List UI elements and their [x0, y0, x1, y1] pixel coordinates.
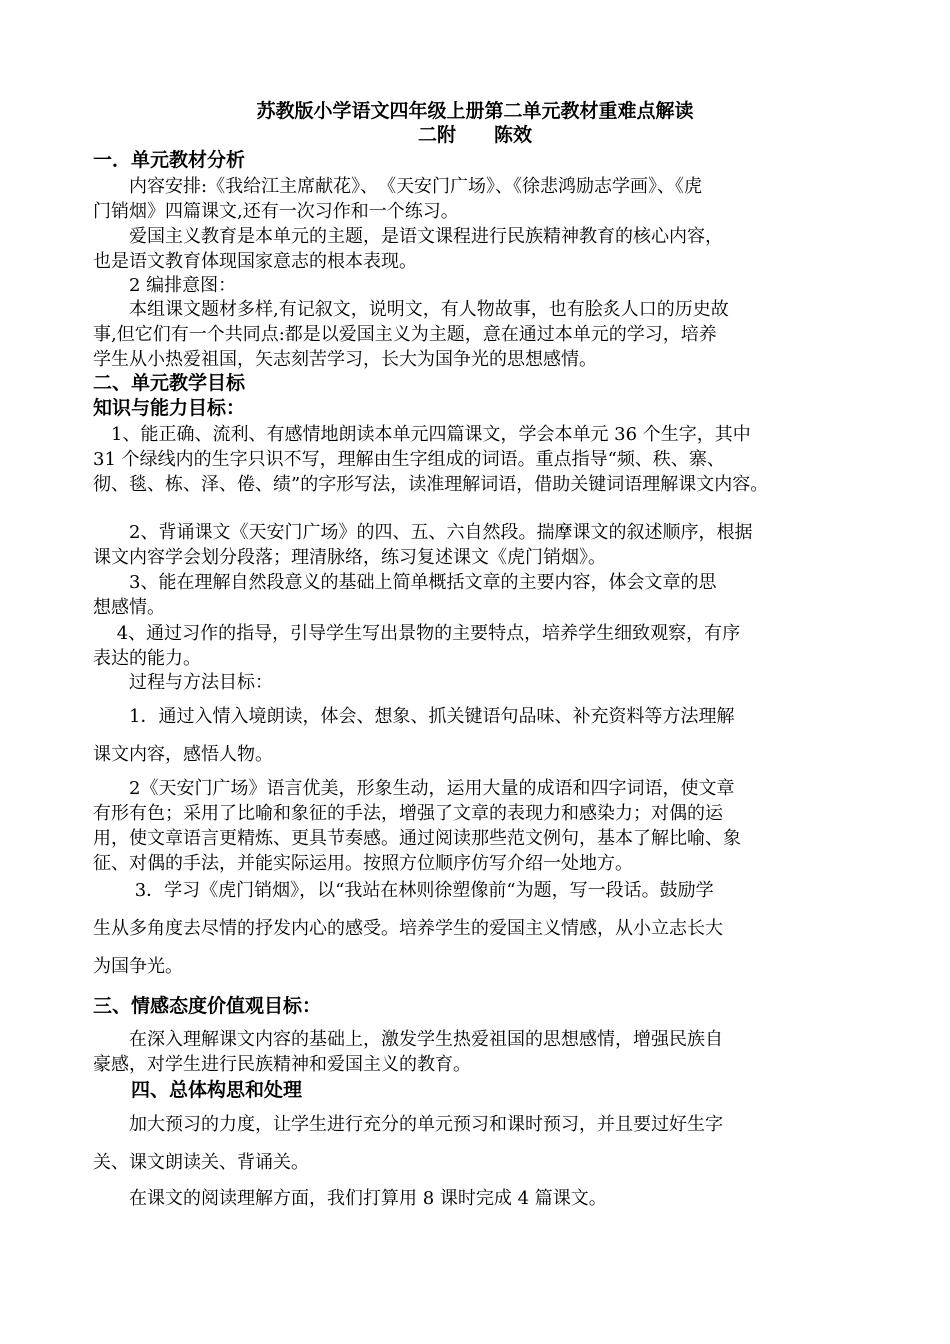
goal-item-1: 1、能正确、流利、有感情地朗读本单元四篇课文，学会本单元 36 个生字，其中 31 个绿线内的生字只识不写，理解由生字组成的词语。重点指导“频、秩、寨、 彻、毯、栋、泽、倦、绩”的字形写法，读准理解词语，借助关键词语理解课文内容。 — [93, 424, 769, 495]
goal-item-4: 4、通过习作的指导，引导学生写出景物的主要特点，培养学生细致观察，有序 表达的能力。 — [93, 623, 741, 669]
paragraph-intent: 本组课文题材多样,有记叙文，说明文，有人物故事，也有脍炙人口的历史故 事,但它们有一个共同点:都是以爱国主义为主题，意在通过本单元的学习，培养 学生从小热爱祖国，矢志刻苦学习，长大为国争光的思想感情。 — [93, 299, 729, 370]
paragraph-content-arrangement: 内容安排:《我给江主席献花》、 《天安门广场》、《徐悲鸿励志学画》、《虎 门销烟》四篇课文,还有一次习作和一个练习。 — [93, 176, 703, 222]
section-heading-3: 三、情感态度价值观目标： — [93, 995, 322, 1017]
section-heading-2: 二、单元教学目标 — [93, 372, 246, 394]
method-item-3: 3．学习《虎门销烟》，以“我站在林则徐塑像前“为题，写一段话。鼓励学 生从多角度去尽情的抒发内心的感受。培养学生的爱国主义情感，从小立志长大 为国争光。 — [93, 880, 723, 977]
sub-heading-process: 过程与方法目标： — [93, 672, 273, 693]
paragraph-theme: 爱国主义教育是本单元的主题，是语文课程进行民族精神教育的核心内容， 也是语文教育体现国家意志的根本表现。 — [93, 226, 723, 272]
paragraph-overall-1: 加大预习的力度，让学生进行充分的单元预习和课时预习，并且要过好生字 关、课文朗读关、背诵关。 — [93, 1114, 723, 1173]
method-item-2: 2《天安门广场》语言优美，形象生动，运用大量的成语和四字词语，使文章 有形有色；采用了比喻和象征的手法，增强了文章的表现力和感染力；对偶的运 用，使文章语言更精炼、更具节奏感。通过阅读那些范文例句，基本了解比喻、象 征、对偶的手法，并能实际运用。按照方位顺序仿写介绍一处地方。 — [93, 778, 741, 874]
paragraph-emotion: 在深入理解课文内容的基础上，激发学生热爱祖国的思想感情，增强民族自 豪感，对学生进行民族精神和爱国主义的教育。 — [93, 1029, 723, 1075]
method-item-1: 1．通过入情入境朗读，体会、想象、抓关键语句品味、补充资料等方法理解 课文内容，感悟人物。 — [93, 706, 735, 765]
sub-heading-knowledge: 知识与能力目标： — [93, 397, 246, 419]
paragraph-intent-label: 2 编排意图： — [93, 275, 237, 296]
goal-item-2: 2、背诵课文《天安门广场》的四、五、六自然段。揣摩课文的叙述顺序，根据 课文内容学会划分段落；理清脉络，练习复述课文《虎门销烟》。 — [93, 522, 753, 568]
goal-item-3: 3、能在理解自然段意义的基础上简单概括文章的主要内容，体会文章的思 想感情。 — [93, 572, 717, 618]
document-author: 二附 陈效 — [417, 124, 532, 146]
section-heading-4: 四、总体构思和处理 — [93, 1079, 303, 1101]
section-heading-1: 一．单元教材分析 — [93, 149, 246, 171]
paragraph-overall-2: 在课文的阅读理解方面，我们打算用 8 课时完成 4 篇课文。 — [93, 1188, 607, 1209]
document-title: 苏教版小学语文四年级上册第二单元教材重难点解读 — [256, 100, 694, 122]
